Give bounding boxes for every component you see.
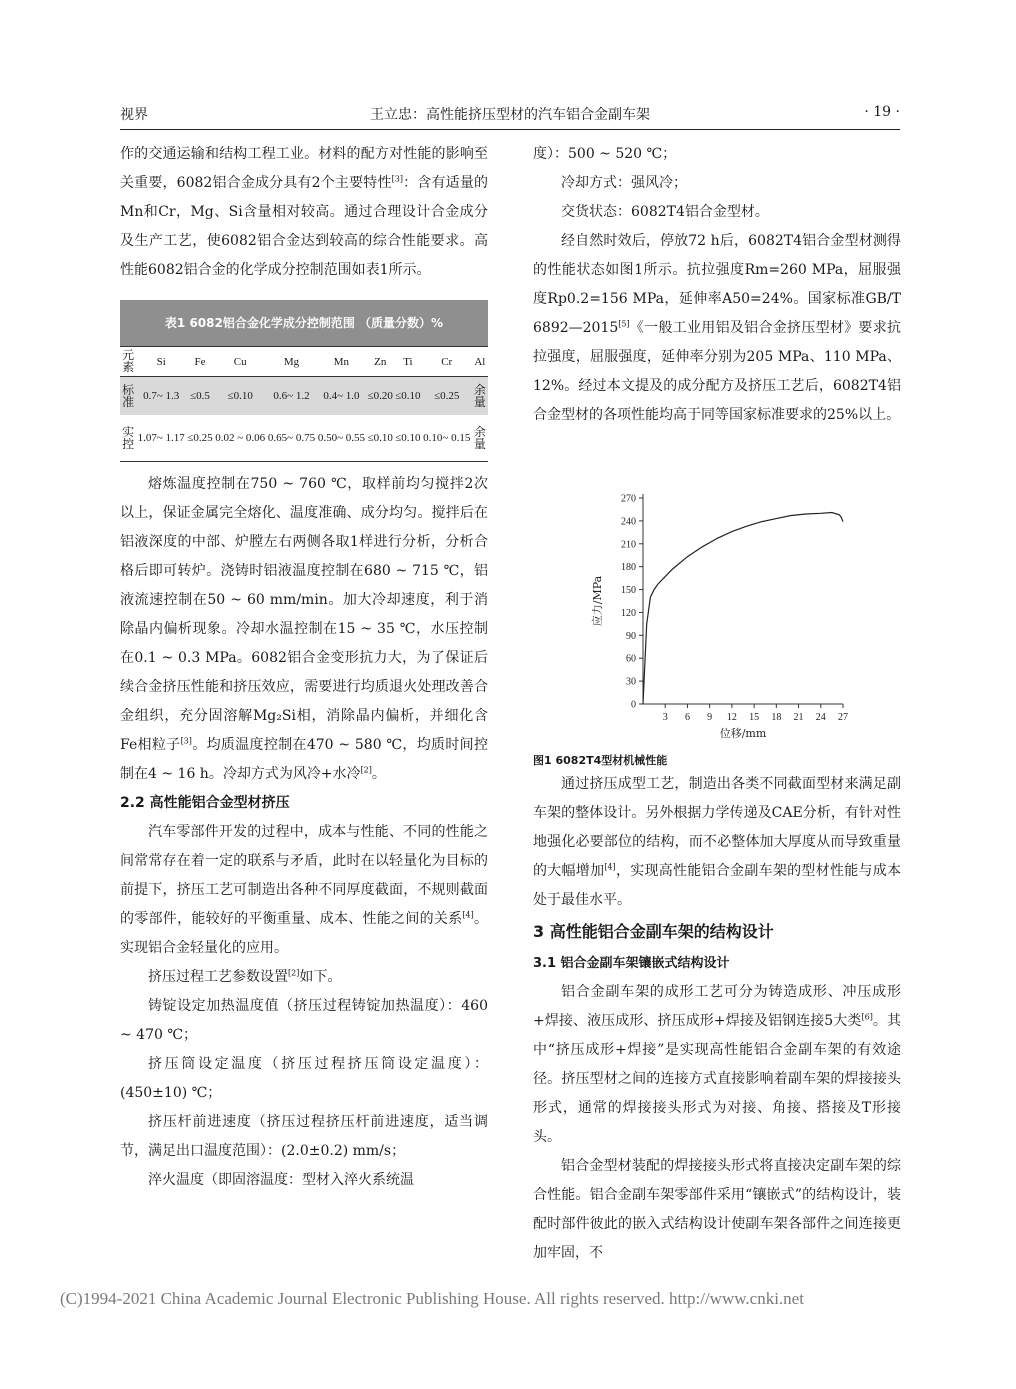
text: 挤压过程工艺参数设置	[148, 969, 288, 985]
table-cell: ≤0.10	[394, 377, 422, 416]
column-header: Cr	[422, 347, 472, 377]
text: 汽车零部件开发的过程中，成本与性能、不同的性能之间常常存在着一定的联系与矛盾，此时在以轻量化为目标的前提下，挤压工艺可制造出各种不同厚度截面，不规则截面的零部件，能较好的平衡重量、成本、性能之间的关系	[120, 824, 488, 927]
citation[interactable]: [6]	[861, 1012, 873, 1022]
figure-caption: 图1 6082T4型材机械性能	[533, 754, 668, 767]
x-tick-label: 15	[749, 712, 760, 723]
citation[interactable]: [3]	[180, 736, 192, 746]
x-tick-label: 9	[707, 712, 713, 723]
table-header-row	[120, 347, 488, 377]
page-number: · 19 ·	[864, 104, 900, 120]
paragraph: 度）：500 ~ 520 ℃；	[533, 146, 677, 162]
citation[interactable]: [4]	[462, 910, 474, 920]
paragraph: 铸锭设定加热温度值（挤压过程铸锭加热温度）：460 ~ 470 ℃；	[120, 998, 488, 1043]
table-cell: 1.07~ 1.17	[136, 415, 186, 462]
y-tick-label: 240	[621, 516, 636, 528]
y-tick-label: 210	[621, 539, 636, 551]
text: 通过挤压成型工艺，制造出各类不同截面型材来满足副车架的整体设计。另外根据力学传递及CAE分析，有针对性地强化必要部位的结构，而不必整体加大厚度从而导致重量的大幅增加	[533, 776, 901, 879]
section-heading-3-1: 3.1 铝合金副车架镶嵌式结构设计	[533, 956, 730, 971]
y-tick-label: 180	[621, 562, 636, 574]
text: 。	[371, 766, 386, 782]
column-header: Fe	[186, 347, 214, 377]
paragraph	[120, 470, 488, 789]
row-label: 标准	[120, 377, 136, 416]
stress-displacement-figure	[533, 436, 901, 748]
y-tick-label: 0	[631, 699, 636, 711]
header-title: 王立忠：高性能挤压型材的汽车铝合金副车架	[370, 107, 650, 123]
table-cell: ≤0.10	[214, 377, 267, 416]
paragraph	[533, 227, 901, 430]
row-label: 元素	[120, 347, 136, 377]
table-cell: 0.10~ 0.15	[422, 415, 472, 462]
text: ：含有适量的Mn和Cr，Mg、Si含量相对较高。通过合理设计合金成分及生产工艺，使6082铝合金达到较高的综合性能要求。高性能6082铝合金的化学成分控制范围如表1所示。	[120, 175, 488, 278]
table-cell: ≤0.5	[186, 377, 214, 416]
text: 如下。	[299, 969, 342, 985]
header-rule	[120, 129, 900, 130]
paragraph: 铝合金型材装配的焊接接头形式将直接决定副车架的综合性能。铝合金副车架零部件采用“镶嵌式”的结构设计，装配时部件彼此的嵌入式结构设计使副车架各部件之间连接更加牢固，不	[533, 1158, 901, 1261]
table-cell: 0.02 ~ 0.06	[214, 415, 267, 462]
section-heading-3: 3 高性能铝合金副车架的结构设计	[533, 922, 774, 941]
copyright-footer: (C)1994-2021 China Academic Journal Electronic Publishing House. All rights reserved. http://www.cnki.net	[60, 1289, 804, 1308]
paragraph: 冷却方式：强风冷；	[561, 175, 687, 191]
x-tick-label: 24	[815, 712, 826, 723]
text: ，实现高性能铝合金副车架的型材性能与成本处于最佳水平。	[533, 863, 902, 908]
column-header: Mg	[267, 347, 317, 377]
y-axis-label: 应力/MPa	[591, 575, 604, 627]
y-tick-label: 270	[621, 493, 636, 505]
text: 作的交通运输和结构工程工业。材料的配方对性能的影响至关重要，6082铝合金成分具有2个主要特性	[120, 146, 488, 191]
column-header: Al	[472, 347, 488, 377]
column-header: Si	[136, 347, 186, 377]
table	[120, 346, 488, 462]
text: 。均质温度控制在470 ~ 580 ℃，均质时间控制在4 ~ 16 h。冷却方式为风冷+水冷	[120, 737, 489, 782]
text: 熔炼温度控制在750 ~ 760 ℃，取样前均匀搅拌2次以上，保证金属完全熔化、温度准确、成分均匀。搅拌后在铝液深度的中部、炉膛左右两侧各取1样进行分析，分析合格后即可转炉。浇铸时铝液温度控制在680 ~ 715 ℃，铝液流速控制在50 ~ 60 mm/min。加大冷却速度，利于消除晶内偏析现象。冷却水温控制在15 ~ 35 ℃，水压控制在0.1 ~ 0.3 MPa。6082铝合金变形抗力大，为了保证后续合金挤压性能和挤压效应，需要进行均质退火处理改善合金组织，充分固溶解Mg₂Si相，消除晶内偏析，并细化含Fe相粒子	[120, 476, 488, 753]
table-cell: 0.4~ 1.0	[316, 377, 366, 416]
table-cell: 0.50~ 0.55	[316, 415, 366, 462]
y-tick-label: 150	[621, 585, 636, 597]
table-row	[120, 377, 488, 416]
paragraph: 挤压杆前进速度（挤压过程挤压杆前进速度，适当调节，满足出口温度范围）：(2.0±0.2) mm/s；	[120, 1114, 488, 1159]
text: 《一般工业用铝及铝合金挤压型材》要求抗拉强度，屈服强度，延伸率分别为205 MPa、110 MPa、12%。经过本文提及的成分配方及挤压工艺后，6082T4铝合金型材的各项性能均高于同等国家标准要求的25%以上。	[533, 320, 901, 423]
text: 。实现铝合金轻量化的应用。	[120, 911, 489, 956]
section-heading-2-2: 2.2 高性能铝合金型材挤压	[120, 795, 290, 811]
x-tick-label: 3	[662, 712, 668, 723]
x-tick-label: 6	[684, 712, 690, 723]
left-column	[120, 140, 488, 1195]
column-header: Ti	[394, 347, 422, 377]
header-section: 视界	[120, 107, 148, 123]
paragraph: 交货状态：6082T4铝合金型材。	[561, 204, 769, 220]
table-cell: 0.65~ 0.75	[267, 415, 317, 462]
paragraph	[120, 963, 488, 992]
citation[interactable]: [4]	[604, 862, 616, 872]
x-tick-label: 27	[838, 712, 848, 723]
citation[interactable]: [3]	[391, 174, 403, 184]
y-tick-label: 120	[621, 607, 636, 619]
text: 经自然时效后，停放72 h后，6082T4铝合金型材测得的性能状态如图1所示。抗拉强度Rm=260 MPa，屈服强度Rp0.2=156 MPa，延伸率A50=24%。国家标准GB/T 6892—2015	[533, 233, 901, 336]
column-header: Mn	[316, 347, 366, 377]
table-cell: 0.7~ 1.3	[136, 377, 186, 416]
stress-curve	[643, 513, 843, 705]
table-cell: ≤0.10	[366, 415, 394, 462]
column-header: Zn	[366, 347, 394, 377]
table-cell: ≤0.20	[366, 377, 394, 416]
citation[interactable]: [5]	[618, 319, 630, 329]
y-tick-label: 60	[626, 653, 636, 665]
citation[interactable]: [2]	[360, 765, 372, 775]
table-row	[120, 415, 488, 462]
paragraph	[120, 140, 488, 285]
paragraph	[120, 818, 488, 963]
y-tick-label: 30	[626, 676, 636, 688]
table-cell: 0.6~ 1.2	[267, 377, 317, 416]
table-cell: ≤0.25	[422, 377, 472, 416]
paragraph	[533, 770, 901, 915]
column-header: Cu	[214, 347, 267, 377]
citation[interactable]: [2]	[288, 968, 300, 978]
stress-chart	[533, 436, 901, 748]
table-cell: 余量	[472, 415, 488, 462]
table-caption: 表1 6082铝合金化学成分控制范围 （质量分数）%	[120, 300, 488, 346]
y-tick-label: 90	[626, 630, 636, 642]
table-cell: ≤0.10	[394, 415, 422, 462]
table-cell: ≤0.25	[186, 415, 214, 462]
x-axis-label: 位移/mm	[719, 727, 767, 740]
table-cell: 余量	[472, 377, 488, 416]
composition-table	[120, 300, 488, 462]
row-label: 实控	[120, 415, 136, 462]
x-tick-label: 12	[726, 712, 737, 723]
x-tick-label: 21	[793, 712, 804, 723]
paragraph: 挤压筒设定温度（挤压过程挤压筒设定温度）：(450±10) ℃；	[120, 1056, 488, 1101]
text: 铝合金副车架的成形工艺可分为铸造成形、冲压成形+焊接、液压成形、挤压成形+焊接及铝钢连接5大类	[533, 984, 901, 1029]
text: 。其中“挤压成形+焊接”是实现高性能铝合金副车架的有效途径。挤压型材之间的连接方式直接影响着副车架的焊接接头形式，通常的焊接接头形式为对接、角接、搭接及T形接头。	[533, 1013, 902, 1145]
x-tick-label: 18	[771, 712, 782, 723]
right-column	[533, 140, 901, 1268]
paragraph: 淬火温度（即固溶温度：型材入淬火系统温	[148, 1172, 414, 1188]
paragraph	[533, 978, 901, 1152]
running-header	[120, 102, 900, 128]
